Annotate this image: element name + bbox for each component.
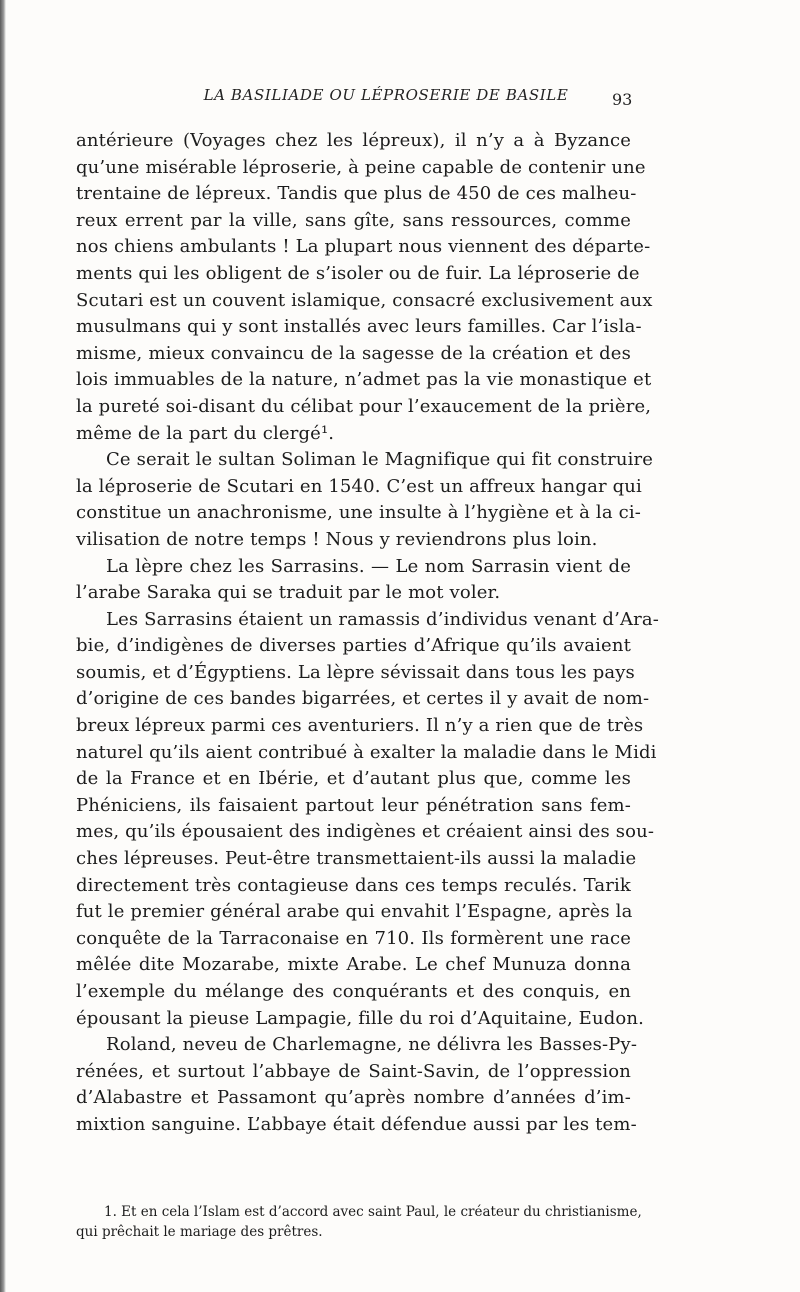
text-line: Phéniciens, ils faisaient partout leur pénétration sans fem-: [76, 794, 631, 816]
text-line: lois immuables de la nature, n’admet pas la vie monastique et: [76, 369, 652, 391]
text-line: qu’une misérable léproserie, à peine capable de contenir une: [76, 156, 646, 178]
text-line: directement très contagieuse dans ces temps reculés. Tarik: [76, 874, 631, 896]
text-line: reux errent par la ville, sans gîte, sans ressources, comme: [76, 209, 631, 231]
text-line: ches lépreuses. Peut-être transmettaient-ils aussi la maladie: [76, 848, 637, 870]
section-heading-line: La lèpre chez les Sarrasins. — Le nom Sarrasin vient de: [106, 555, 631, 577]
page-binding-edge: [0, 0, 6, 1292]
text-line: constitue un anachronisme, une insulte à l’hygiène et à la ci-: [76, 502, 641, 524]
text-line: mêlée dite Mozarabe, mixte Arabe. Le chef Munuza donna: [76, 954, 631, 976]
text-line: l’exemple du mélange des conquérants et des conquis, en: [76, 981, 631, 1002]
text-line: soumis, et d’Égyptiens. La lèpre sévissait dans tous les pays: [76, 661, 635, 683]
text-line: d’Alabastre et Passamont qu’après nombre d’années d’im-: [76, 1087, 631, 1109]
text-line: naturel qu’ils aient contribué à exalter la maladie dans le Midi: [76, 741, 657, 763]
text-line: la léproserie de Scutari en 1540. C’est un affreux hangar qui: [76, 475, 642, 497]
text-line: conquête de la Tarraconaise en 710. Ils formèrent une race: [76, 927, 631, 949]
text-line: nos chiens ambulants ! La plupart nous viennent des départe-: [76, 236, 651, 258]
text-line: d’origine de ces bandes bigarrées, et certes il y avait de nom-: [76, 688, 650, 710]
footnote-line: 1. Et en cela l’Islam est d’accord avec saint Paul, le créateur du christianisme,: [104, 1204, 642, 1220]
text-line: épousant la pieuse Lampagie, fille du roi d’Aquitaine, Eudon.: [76, 1007, 644, 1029]
text-line: Scutari est un couvent islamique, consacré exclusivement aux: [76, 289, 653, 311]
text-line: ments qui les obligent de s’isoler ou de fuir. La léproserie de: [76, 262, 640, 284]
footnote: [76, 1202, 642, 1242]
page-number: 93: [612, 90, 633, 109]
text-line: antérieure (Voyages chez les lépreux), il n’y a à Byzance: [76, 130, 631, 151]
text-line: rénées, et surtout l’abbaye de Saint-Savin, de l’oppression: [76, 1060, 631, 1082]
text-line: misme, mieux convaincu de la sagesse de la création et des: [76, 342, 631, 364]
text-line: Ce serait le sultan Soliman le Magnifique qui fit construire: [106, 449, 654, 471]
running-head: LA BASILIADE OU LÉPROSERIE DE BASILE: [203, 86, 569, 104]
text-line: fut le premier général arabe qui envahit l’Espagne, après la: [76, 901, 633, 923]
text-line: musulmans qui y sont installés avec leurs familles. Car l’isla-: [76, 316, 642, 338]
text-line: breux lépreux parmi ces aventuriers. Il n’y a rien que de très: [76, 715, 644, 737]
text-line: la pureté soi-disant du célibat pour l’exaucement de la prière,: [76, 395, 652, 417]
text-line: mixtion sanguine. L’abbaye était défendue aussi par les tem-: [76, 1113, 637, 1135]
text-line: trentaine de lépreux. Tandis que plus de 450 de ces malheu-: [76, 183, 637, 205]
text-line: Roland, neveu de Charlemagne, ne délivra les Basses-Py-: [106, 1034, 638, 1056]
text-line: l’arabe Saraka qui se traduit par le mot voler.: [76, 582, 501, 604]
footnote-line: qui prêchait le mariage des prêtres.: [76, 1224, 323, 1240]
body-text: [76, 128, 659, 1139]
text-line: bie, d’indigènes de diverses parties d’Afrique qu’ils avaient: [76, 635, 631, 657]
text-line: de la France et en Ibérie, et d’autant plus que, comme les: [76, 768, 631, 790]
text-line: vilisation de notre temps ! Nous y reviendrons plus loin.: [76, 528, 598, 550]
text-line: Les Sarrasins étaient un ramassis d’individus venant d’Ara-: [106, 608, 659, 630]
text-line: même de la part du clergé¹.: [76, 422, 335, 444]
text-line: mes, qu’ils épousaient des indigènes et créaient ainsi des sou-: [76, 821, 655, 843]
